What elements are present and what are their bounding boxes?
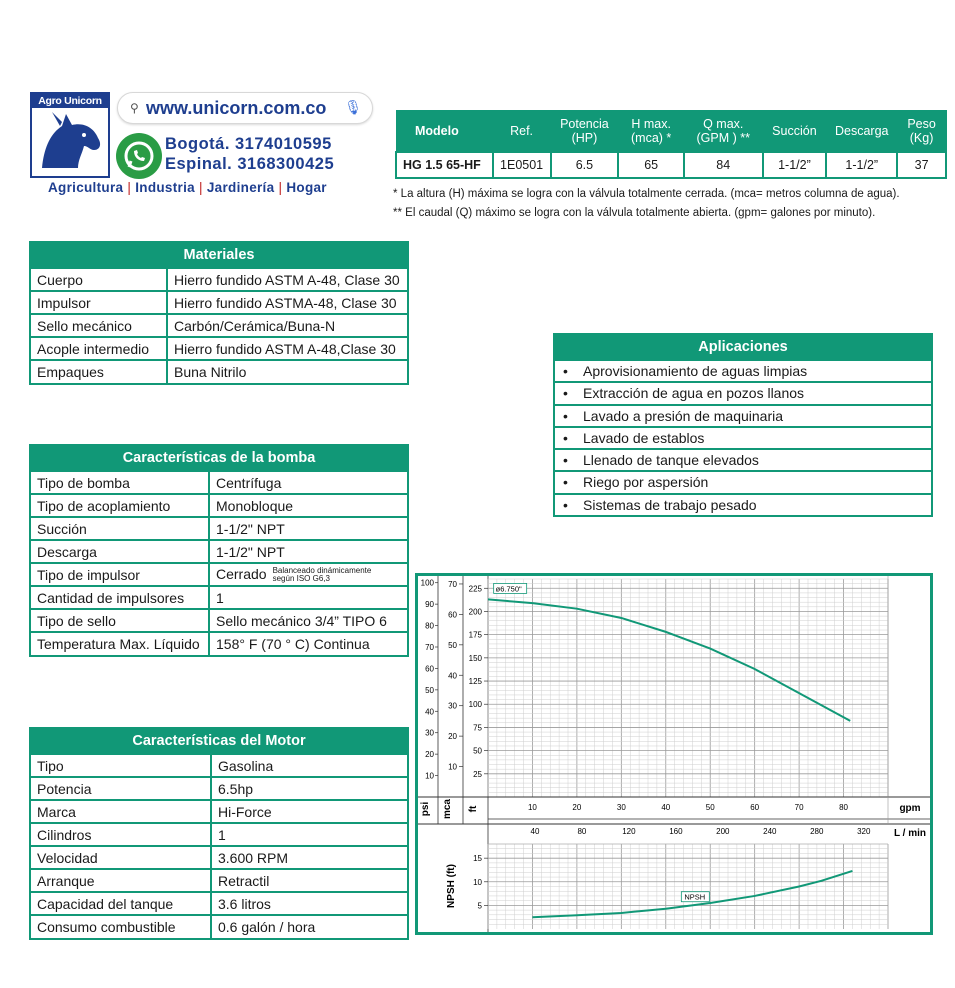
row-label: Marca: [31, 800, 211, 823]
y-tick-label-mca: 30: [448, 701, 457, 711]
table-row: [31, 800, 407, 823]
y-tick-label-psi: 40: [425, 707, 434, 717]
table-row: [31, 586, 407, 609]
header-cell: Potencia (HP): [551, 110, 619, 152]
row-label: Succión: [31, 517, 209, 540]
cell-modelo: HG 1.5 65-HF: [396, 152, 493, 178]
phone-espinal: Espinal. 3168300425: [165, 155, 335, 173]
microphone-icon: 🎙: [344, 99, 362, 115]
y-tick-label-psi: 100: [420, 578, 434, 588]
bomba-table: [29, 444, 409, 657]
row-value: 1-1/2" NPT: [209, 517, 407, 540]
x-tick-label-gpm: 80: [839, 803, 849, 812]
header-cell: Succión: [763, 110, 827, 152]
y-tick-label-ft: 100: [468, 700, 482, 710]
x-unit-gpm: gpm: [899, 803, 921, 814]
y-tick-label-mca: 60: [448, 610, 457, 620]
x-tick-label-lmin: 40: [530, 827, 540, 836]
row-label: Tipo de acoplamiento: [31, 494, 209, 517]
y-tick-label-psi: 50: [425, 685, 434, 695]
npsh-y-tick-label: 5: [477, 901, 482, 911]
row-label: Impulsor: [31, 291, 167, 314]
row-label: Acople intermedio: [31, 337, 167, 360]
note-flow: ** El caudal (Q) máximo se logra con la válvula totalmente abierta. (gpm= galones por minuto).: [393, 207, 876, 219]
row-label: Temperatura Max. Líquido: [31, 632, 209, 655]
cell-peso: 37: [897, 152, 946, 178]
y-tick-label-psi: 80: [425, 621, 434, 631]
table-row: [31, 314, 407, 337]
y-tick-label-ft: 225: [468, 584, 482, 594]
table-row: [31, 609, 407, 632]
table-row: [31, 892, 407, 915]
table-row: [31, 268, 407, 291]
row-label: Sello mecánico: [31, 314, 167, 337]
row-value: Hierro fundido ASTMA-48, Clase 30: [167, 291, 407, 314]
table-row: [31, 540, 407, 563]
logo-text: Agro Unicorn: [32, 94, 108, 108]
y-tick-label-psi: 10: [425, 771, 434, 781]
y-tick-label-psi: 90: [425, 600, 434, 610]
npsh-axis-label: NPSH (ft): [446, 864, 457, 908]
row-value: Monobloque: [209, 494, 407, 517]
model-table-row: [396, 152, 946, 178]
row-value: 1: [211, 823, 407, 846]
row-value: Cerrado Balanceado dinámicamente según ISO G6,3: [209, 563, 407, 586]
motor-table: [29, 727, 409, 940]
row-value: Retractil: [211, 869, 407, 892]
x-tick-label-lmin: 200: [716, 827, 730, 836]
npsh-label: NPSH: [684, 892, 706, 902]
y-unit-label: mca: [442, 798, 453, 820]
x-unit-lmin: L / min: [893, 828, 927, 839]
row-label: Tipo de impulsor: [31, 563, 209, 586]
row-label: Cuerpo: [31, 268, 167, 291]
list-item: • Lavado de establos: [555, 426, 931, 448]
header-cell: H max. (mca) *: [618, 110, 684, 152]
y-tick-label-psi: 30: [425, 728, 434, 738]
row-label: Cantidad de impulsores: [31, 586, 209, 609]
table-row: [31, 915, 407, 938]
list-item: • Aprovisionamiento de aguas limpias: [555, 359, 931, 381]
chart-svg: [418, 576, 930, 932]
cell-descarga: 1-1/2”: [826, 152, 897, 178]
row-value: 1: [209, 586, 407, 609]
motor-title: Características del Motor: [31, 729, 407, 753]
y-tick-label-mca: 20: [448, 732, 457, 742]
x-tick-label-gpm: 40: [661, 803, 671, 812]
impeller-label: ø6.750": [495, 584, 522, 594]
table-row: [31, 754, 407, 777]
bomba-title: Características de la bomba: [31, 446, 407, 470]
y-tick-label-psi: 70: [425, 642, 434, 652]
table-row: [31, 517, 407, 540]
row-value: Gasolina: [211, 754, 407, 777]
header-cell: Descarga: [826, 110, 897, 152]
list-item: • Extracción de agua en pozos llanos: [555, 381, 931, 403]
x-tick-label-gpm: 30: [616, 803, 626, 812]
tagline: Agricultura | Industria | Jardinería | Hogar: [48, 180, 327, 195]
row-label: Arranque: [31, 869, 211, 892]
row-value: 0.6 galón / hora: [211, 915, 407, 938]
x-tick-label-gpm: 60: [750, 803, 760, 812]
y-tick-label-ft: 50: [473, 746, 482, 756]
header-cell: Peso (Kg): [897, 110, 946, 152]
pump-curve-chart: [415, 573, 933, 935]
website-url: www.unicorn.com.co: [146, 98, 327, 118]
x-tick-label-gpm: 10: [527, 803, 537, 812]
website-link[interactable]: [117, 92, 373, 124]
y-tick-label-mca: 70: [448, 579, 457, 589]
row-value: Carbón/Cerámica/Buna-N: [167, 314, 407, 337]
row-value: Buna Nitrilo: [167, 360, 407, 383]
y-tick-label-ft: 175: [468, 630, 482, 640]
row-value: Hierro fundido ASTM A-48, Clase 30: [167, 268, 407, 291]
y-tick-label-ft: 150: [468, 653, 482, 663]
x-tick-label-lmin: 160: [669, 827, 683, 836]
head-curve: [488, 599, 850, 721]
header-cell: Q max. (GPM ) **: [684, 110, 763, 152]
row-label: Tipo: [31, 754, 211, 777]
materiales-table: [29, 241, 409, 385]
aplicaciones-list: [553, 333, 933, 517]
row-label: Cilindros: [31, 823, 211, 846]
y-tick-label-mca: 50: [448, 640, 457, 650]
table-row: [31, 471, 407, 494]
list-item: • Lavado a presión de maquinaria: [555, 404, 931, 426]
row-value: 3.600 RPM: [211, 846, 407, 869]
row-value: Sello mecánico 3/4” TIPO 6: [209, 609, 407, 632]
row-label: Potencia: [31, 777, 211, 800]
cell-potencia: 6.5: [551, 152, 619, 178]
header-cell: Ref.: [493, 110, 551, 152]
row-value: Centrífuga: [209, 471, 407, 494]
phone-bogota: Bogotá. 3174010595: [165, 135, 332, 153]
x-tick-label-gpm: 70: [794, 803, 804, 812]
x-tick-label-lmin: 320: [857, 827, 871, 836]
y-unit-label: psi: [420, 801, 431, 817]
table-row: [31, 360, 407, 383]
materiales-title: Materiales: [31, 243, 407, 267]
table-row: [31, 823, 407, 846]
header-cell: Modelo: [396, 110, 493, 152]
cell-ref: 1E0501: [493, 152, 551, 178]
x-tick-label-lmin: 80: [577, 827, 587, 836]
row-label: Tipo de bomba: [31, 471, 209, 494]
y-tick-label-mca: 40: [448, 671, 457, 681]
x-tick-label-gpm: 20: [572, 803, 582, 812]
y-tick-label-mca: 10: [448, 762, 457, 772]
whatsapp-icon: [116, 133, 162, 179]
x-tick-label-lmin: 240: [763, 827, 777, 836]
table-row: [31, 632, 407, 655]
y-unit-label: ft: [468, 805, 479, 813]
x-tick-label-gpm: 50: [705, 803, 715, 812]
note-height: * La altura (H) máxima se logra con la válvula totalmente cerrada. (mca= metros columna de agua).: [393, 188, 900, 200]
cell-succion: 1-1/2”: [763, 152, 827, 178]
npsh-y-tick-label: 15: [473, 854, 482, 864]
row-label: Capacidad del tanque: [31, 892, 211, 915]
cell-qmax: 84: [684, 152, 763, 178]
table-row: [31, 291, 407, 314]
table-row: [31, 563, 407, 586]
tagline-item: Hogar: [286, 180, 327, 195]
list-item: • Llenado de tanque elevados: [555, 448, 931, 470]
row-label: Consumo combustible: [31, 915, 211, 938]
table-row: [31, 846, 407, 869]
y-tick-label-psi: 20: [425, 750, 434, 760]
npsh-y-tick-label: 10: [473, 877, 482, 887]
y-tick-label-ft: 75: [473, 723, 482, 733]
row-value: Hierro fundido ASTM A-48,Clase 30: [167, 337, 407, 360]
table-row: [31, 494, 407, 517]
row-label: Descarga: [31, 540, 209, 563]
y-tick-label-ft: 25: [473, 769, 482, 779]
table-row: [31, 337, 407, 360]
row-label: Empaques: [31, 360, 167, 383]
row-value: 1-1/2" NPT: [209, 540, 407, 563]
x-tick-label-lmin: 280: [810, 827, 824, 836]
tagline-item: Industria: [135, 180, 195, 195]
impulsor-note: Balanceado dinámicamente según ISO G6,3: [272, 566, 372, 584]
row-label: Velocidad: [31, 846, 211, 869]
list-item: • Sistemas de trabajo pesado: [555, 493, 931, 515]
row-value: 3.6 litros: [211, 892, 407, 915]
x-tick-label-lmin: 120: [622, 827, 636, 836]
table-row: [31, 869, 407, 892]
row-label: Tipo de sello: [31, 609, 209, 632]
tagline-item: Jardinería: [206, 180, 275, 195]
cell-hmax: 65: [618, 152, 684, 178]
y-tick-label-psi: 60: [425, 664, 434, 674]
tagline-item: Agricultura: [48, 180, 124, 195]
list-item: • Riego por aspersión: [555, 470, 931, 492]
y-tick-label-ft: 125: [468, 677, 482, 687]
table-row: [31, 777, 407, 800]
model-table-header: [396, 110, 946, 152]
row-value: 158° F (70 ° C) Continua: [209, 632, 407, 655]
model-table: [395, 110, 947, 179]
brand-logo: [30, 92, 110, 178]
row-value: Hi-Force: [211, 800, 407, 823]
unicorn-head-icon: [32, 108, 108, 176]
aplicaciones-title: Aplicaciones: [555, 335, 931, 359]
row-value: 6.5hp: [211, 777, 407, 800]
search-icon: ⚲: [130, 101, 139, 115]
y-tick-label-ft: 200: [468, 607, 482, 617]
